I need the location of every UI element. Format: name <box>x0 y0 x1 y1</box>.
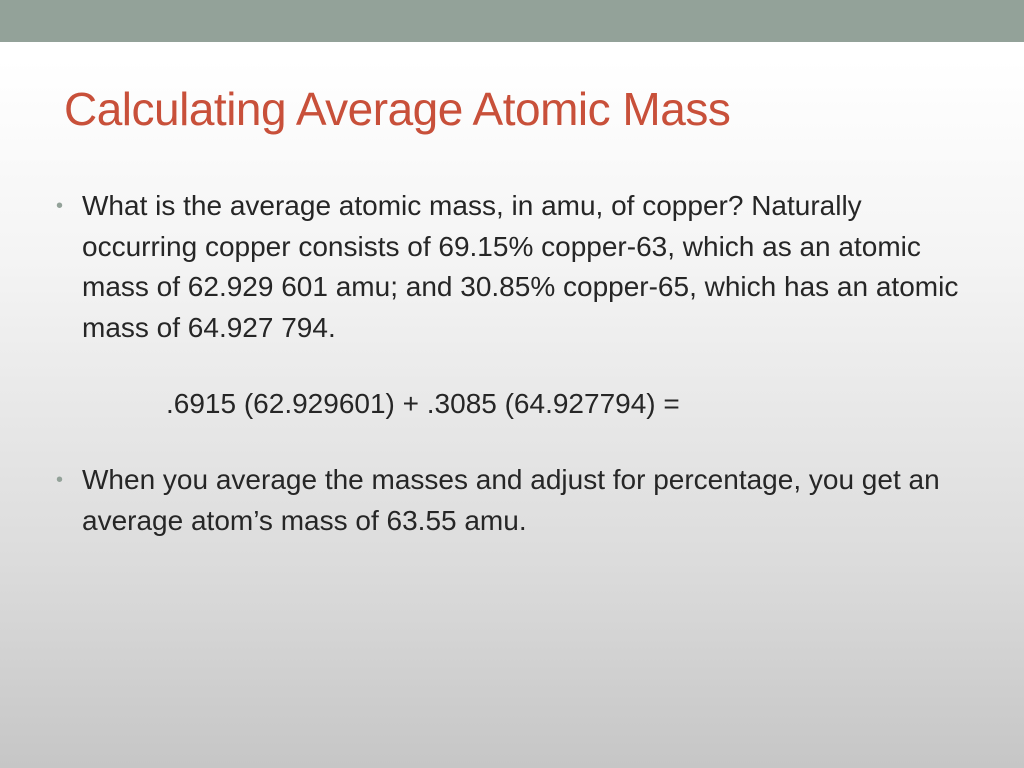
bullet-question-text: What is the average atomic mass, in amu, of copper? Naturally occurring copper consists of 69.15% copper-63, which as an atomic mass of 62.929 601 amu; and 30.85% copper-65, which has an atomic mass of 64.927 794. <box>82 190 959 343</box>
bullet-question <box>56 186 976 348</box>
bullet-answer-text: When you average the masses and adjust for percentage, you get an average atom’s mass of 63.55 amu. <box>82 464 940 536</box>
bullet-marker: • <box>56 469 64 491</box>
bullet-answer <box>56 460 976 541</box>
slide-content <box>56 186 976 541</box>
slide-title: Calculating Average Atomic Mass <box>64 83 731 135</box>
top-accent-band <box>0 0 1024 42</box>
bullet-marker: • <box>56 195 64 217</box>
equation: .6915 (62.929601) + .3085 (64.927794) = <box>166 388 680 419</box>
